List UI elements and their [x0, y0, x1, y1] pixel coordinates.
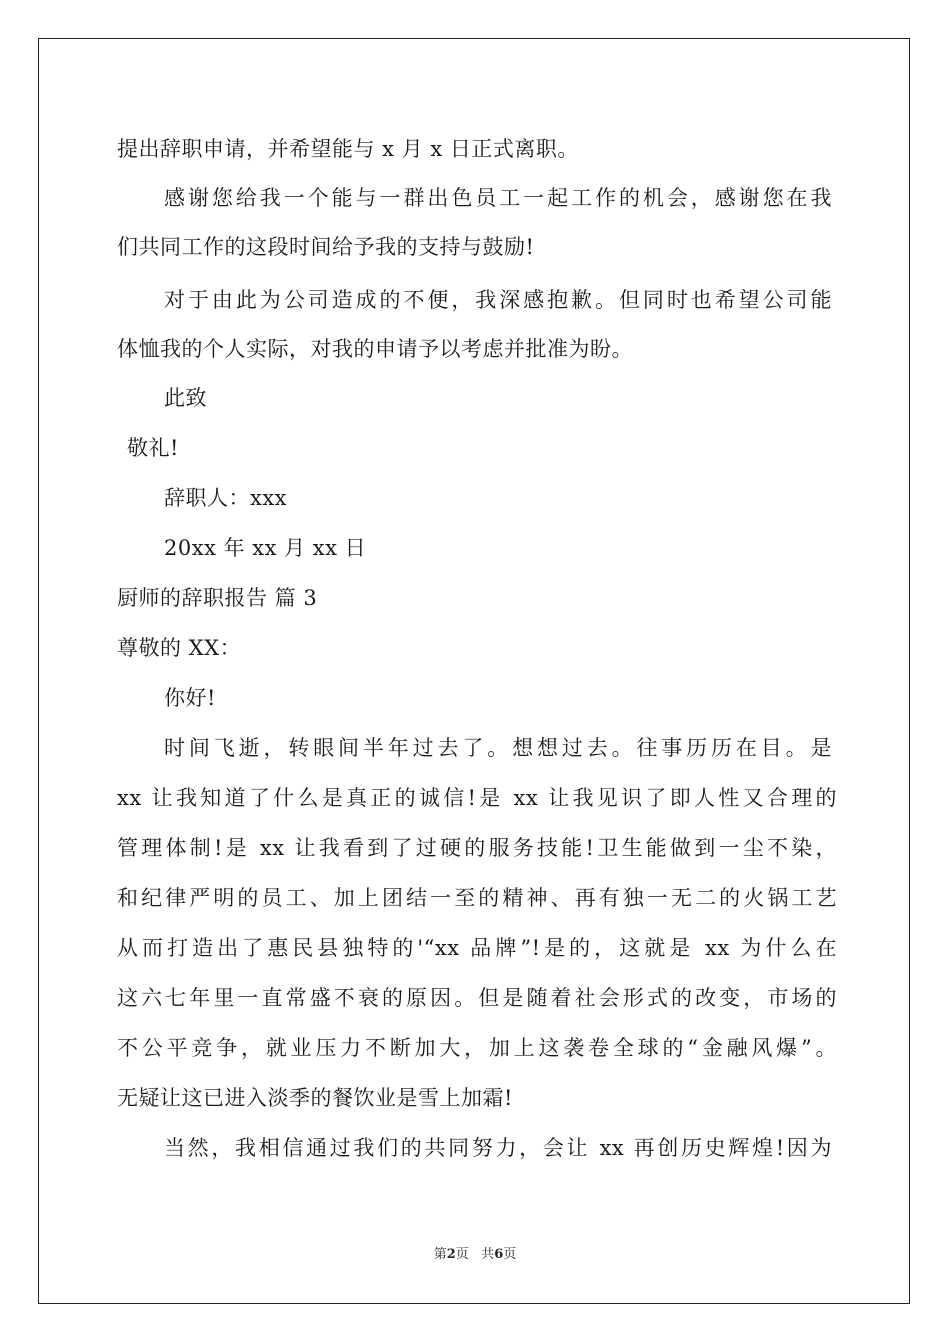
- signature-date: 20xx 年 xx 月 xx 日: [164, 536, 367, 560]
- greeting-hello: 你好!: [164, 686, 216, 710]
- page-mid: 页 共: [455, 1247, 495, 1262]
- text-line: 体恤我的个人实际，对我的申请予以考虑并批准为盼。: [117, 337, 633, 361]
- closing-regards: 敬礼!: [127, 436, 179, 460]
- text-line: 从而打造出了惠民县独特的'“xx 品牌”!是的，这就是 xx 为什么在: [117, 936, 837, 960]
- text-line: 这六七年里一直常盛不衰的原因。但是随着社会形式的改变，市场的: [117, 986, 837, 1010]
- page-border: [38, 38, 910, 1304]
- section-title: 厨师的辞职报告 篇 3: [117, 586, 318, 610]
- text-line: 感谢您给我一个能与一群出色员工一起工作的机会，感谢您在我: [164, 186, 832, 210]
- text-line: 不公平竞争，就业压力不断加大，加上这袭卷全球的“金融风爆”。: [117, 1036, 837, 1060]
- text-line: 时间飞逝，转眼间半年过去了。想想过去。往事历历在目。是: [164, 736, 832, 760]
- text-line: 当然，我相信通过我们的共同努力，会让 xx 再创历史辉煌!因为: [164, 1136, 832, 1160]
- text-line: 管理体制!是 xx 让我看到了过硬的服务技能!卫生能做到一尘不染，: [117, 836, 837, 860]
- page-suffix: 页: [503, 1247, 517, 1262]
- text-line: 无疑让这已进入淡季的餐饮业是雪上加霜!: [117, 1086, 513, 1110]
- text-line: 和纪律严明的员工、加上团结一至的精神、再有独一无二的火锅工艺: [117, 886, 837, 910]
- text-line: xx 让我知道了什么是真正的诚信!是 xx 让我见识了即人性又合理的: [117, 786, 837, 810]
- text-line: 对于由此为公司造成的不便，我深感抱歉。但同时也希望公司能: [164, 288, 832, 312]
- page-total: 6: [494, 1247, 504, 1262]
- greeting: 尊敬的 XX：: [117, 636, 242, 660]
- page-footer: [0, 1243, 950, 1262]
- closing-salutation: 此致: [164, 386, 207, 410]
- text-line: 们共同工作的这段时间给予我的支持与鼓励!: [117, 235, 535, 259]
- page-current: 2: [446, 1247, 456, 1262]
- text-line: 提出辞职申请，并希望能与 x 月 x 日正式离职。: [117, 137, 579, 161]
- signature-name: 辞职人：xxx: [164, 486, 288, 510]
- page-prefix: 第: [433, 1247, 447, 1262]
